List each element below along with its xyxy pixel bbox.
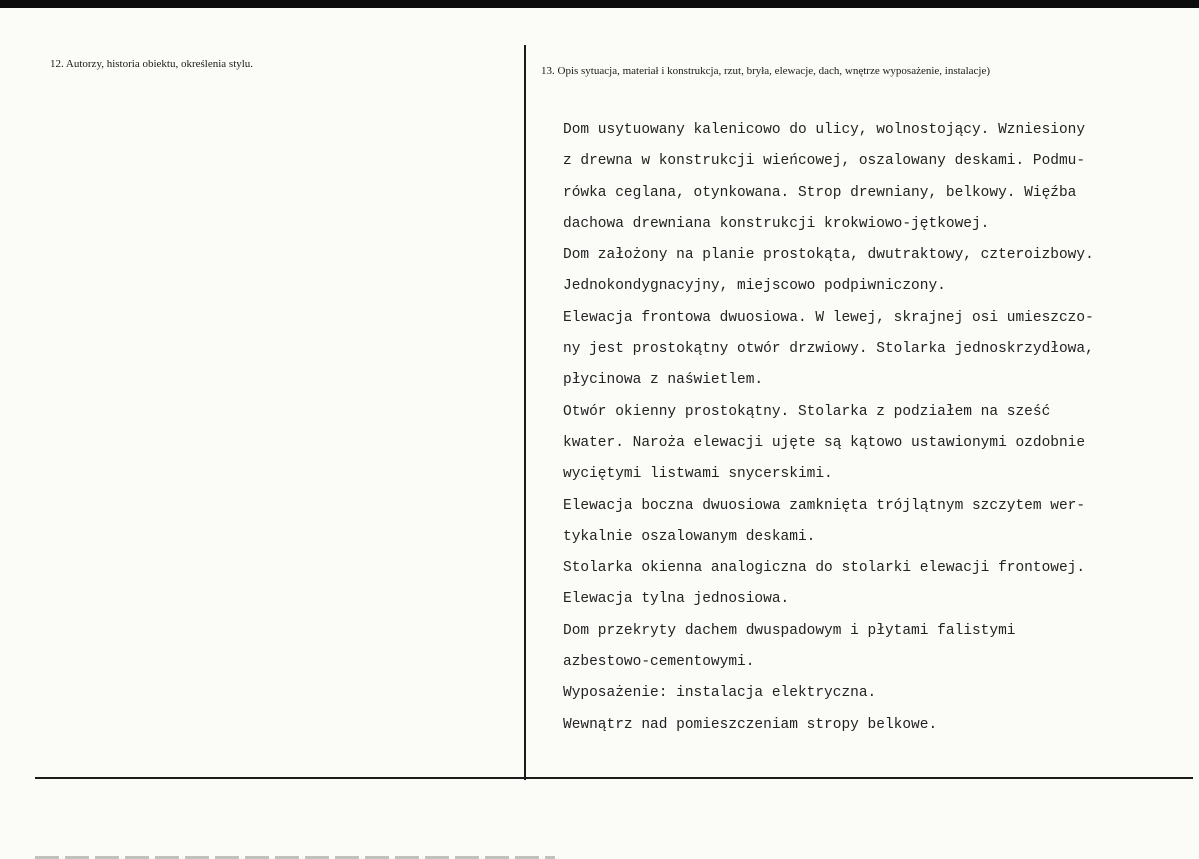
text-line: azbestowo-cementowymi.: [563, 654, 755, 671]
text-line: z drewna w konstrukcji wieńcowej, oszalowany deskami. Podmu-: [563, 153, 1086, 170]
text-line: Otwór okienny prostokątny. Stolarka z podziałem na sześć: [563, 403, 1051, 420]
text-line: Dom założony na planie prostokąta, dwutraktowy, czteroizbowy.: [563, 247, 1094, 264]
bottom-rule: [35, 777, 1193, 779]
text-line: Elewacja frontowa dwuosiowa. W lewej, skrajnej osi umieszczo-: [563, 309, 1094, 326]
text-line: Wyposażenie: instalacja elektryczna.: [563, 685, 877, 702]
text-line: kwater. Naroża elewacji ujęte są kątowo ustawionymi ozdobnie: [563, 434, 1086, 451]
text-line: Dom usytuowany kalenicowo do ulicy, wolnostojący. Wzniesiony: [563, 122, 1086, 138]
text-line: Elewacja tylna jednosiowa.: [563, 591, 790, 608]
text-line: ny jest prostokątny otwór drzwiowy. Stolarka jednoskrzydłowa,: [563, 341, 1094, 358]
text-line: Elewacja boczna dwuosiowa zamknięta trójlątnym szczytem wer-: [563, 497, 1086, 514]
text-line: Dom przekryty dachem dwuspadowym i płytami falistymi: [563, 622, 1016, 639]
section-13-heading: 13. Opis sytuacja, materiał i konstrukcja, rzut, bryła, elewacje, dach, wnętrze wyposażenie, instalacje): [541, 65, 990, 77]
description-text: [563, 115, 1188, 741]
text-line: Wewnątrz nad pomieszczeniam stropy belkowe.: [563, 716, 938, 733]
text-line: wyciętymi listwami snycerskimi.: [563, 466, 833, 483]
text-line: dachowa drewniana konstrukcji krokwiowo-jętkowej.: [563, 215, 990, 232]
text-line: płycinowa z naświetlem.: [563, 372, 764, 389]
text-line: Jednokondygnacyjny, miejscowo podpiwniczony.: [563, 278, 946, 295]
text-line: tykalnie oszalowanym deskami.: [563, 528, 816, 545]
document-page: [0, 8, 1199, 859]
section-12-heading: 12. Autorzy, historia obiektu, określenia stylu.: [50, 58, 254, 70]
column-divider: [524, 45, 526, 780]
text-line: Stolarka okienna analogiczna do stolarki elewacji frontowej.: [563, 560, 1086, 577]
scan-top-border: [0, 0, 1199, 8]
text-line: rówka ceglana, otynkowana. Strop drewniany, belkowy. Więźba: [563, 184, 1077, 201]
